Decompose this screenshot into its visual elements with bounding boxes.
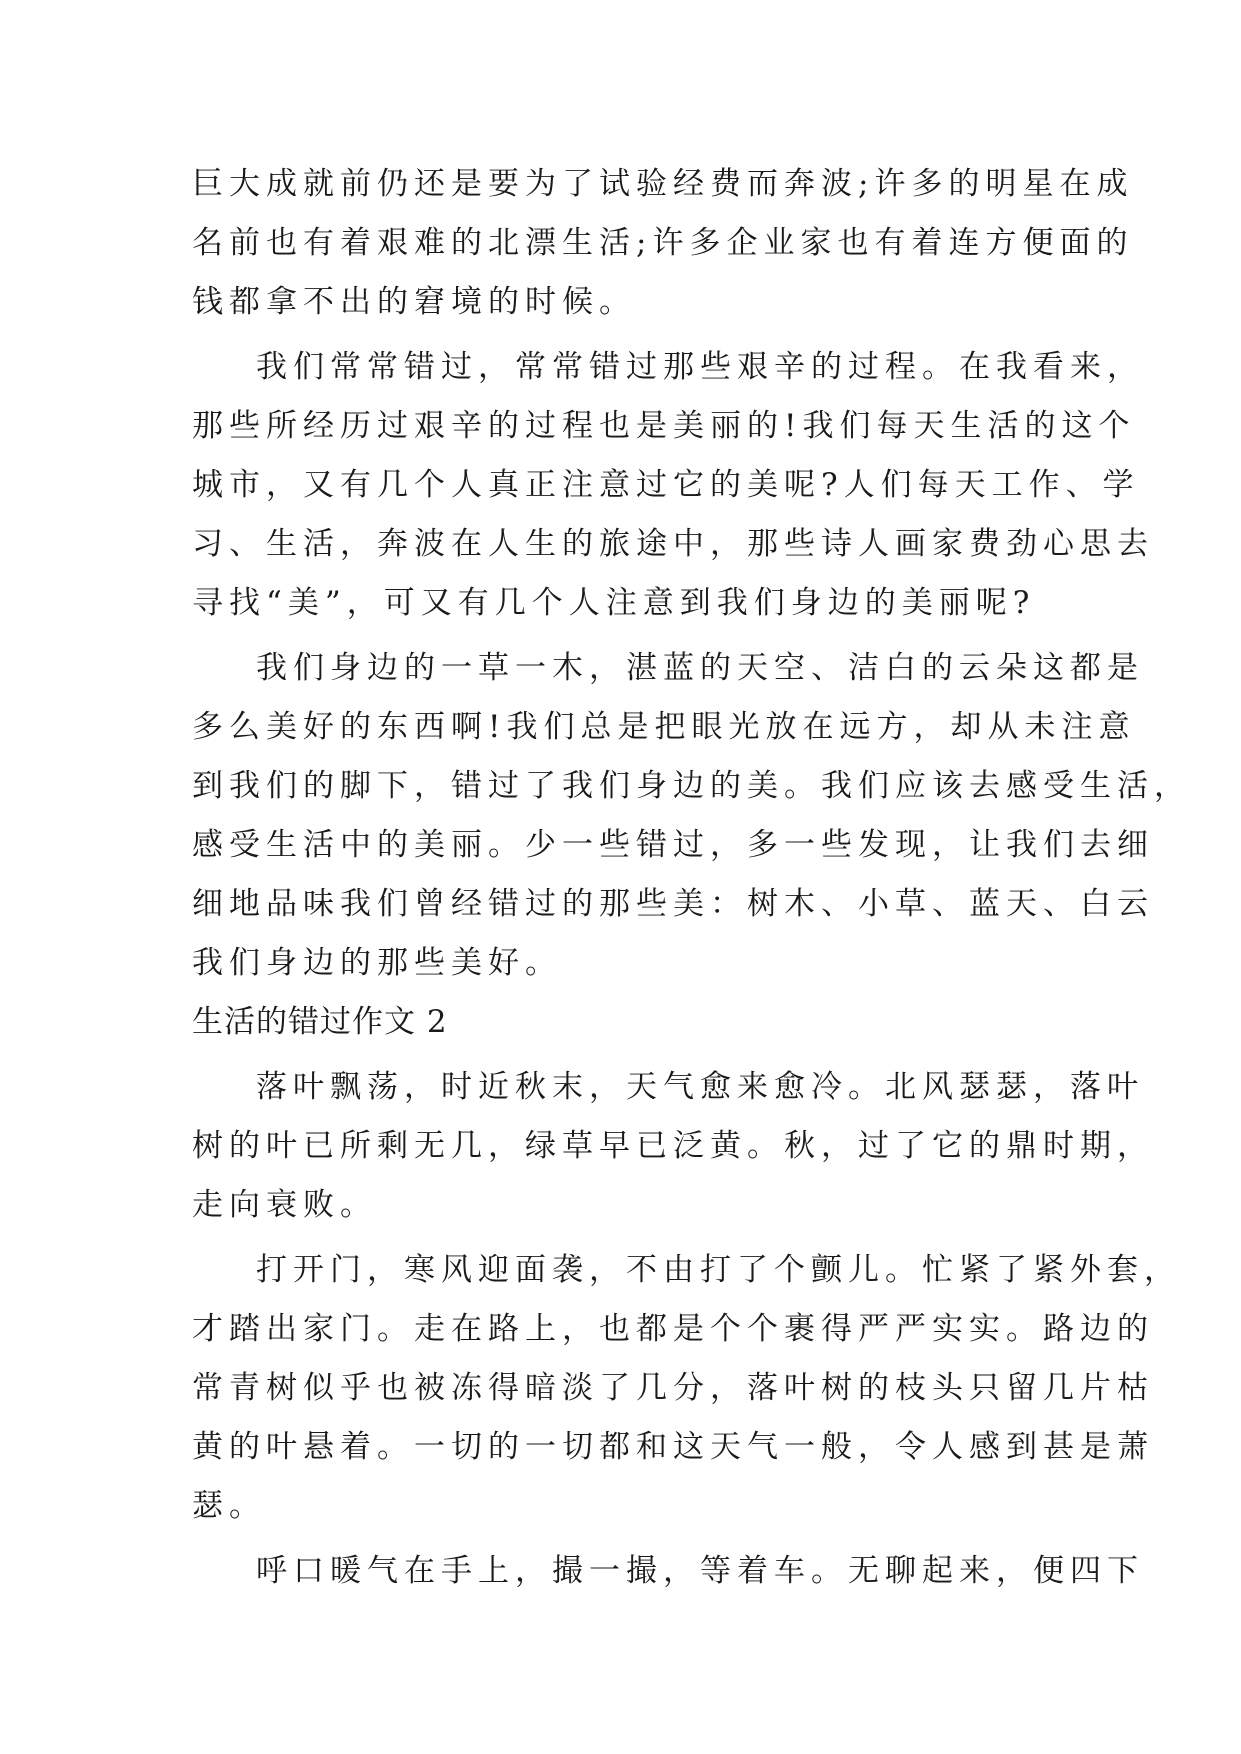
document-body <box>192 155 1191 1601</box>
paragraph-start-line: 我们身边的一草一木，湛蓝的天空、洁白的云朵这都是 <box>256 650 1144 686</box>
text-line: 巨大成就前仍还是要为了试验经费而奔波;许多的明星在成 <box>192 166 1134 202</box>
text-line: 到我们的脚下，错过了我们身边的美。我们应该去感受生活， <box>192 768 1191 804</box>
text-line: 常青树似乎也被冻得暗淡了几分，落叶树的枝头只留几片枯 <box>192 1370 1154 1406</box>
text-line: 寻找“美”，可又有几个人注意到我们身边的美丽呢? <box>192 585 1036 621</box>
paragraph-start-line: 呼口暖气在手上，撮一撮，等着车。无聊起来，便四下 <box>256 1553 1144 1589</box>
text-line: 才踏出家门。走在路上，也都是个个裹得严严实实。路边的 <box>192 1311 1154 1347</box>
section-heading: 生活的错过作文 2 <box>192 1004 448 1040</box>
text-line: 走向衰败。 <box>192 1187 377 1223</box>
text-line: 我们身边的那些美好。 <box>192 945 562 981</box>
text-line: 瑟。 <box>192 1488 266 1524</box>
text-line: 树的叶已所剩无几，绿草早已泛黄。秋，过了它的鼎时期， <box>192 1128 1154 1164</box>
paragraph-start-line: 落叶飘荡，时近秋末，天气愈来愈冷。北风瑟瑟，落叶 <box>256 1069 1144 1105</box>
paragraph-start-line: 打开门，寒风迎面袭，不由打了个颤儿。忙紧了紧外套， <box>256 1252 1181 1288</box>
text-line: 习、生活，奔波在人生的旅途中，那些诗人画家费劲心思去 <box>192 526 1154 562</box>
text-line: 钱都拿不出的窘境的时候。 <box>192 284 636 320</box>
text-line: 黄的叶悬着。一切的一切都和这天气一般，令人感到甚是萧 <box>192 1429 1154 1465</box>
text-line: 感受生活中的美丽。少一些错过，多一些发现，让我们去细 <box>192 827 1154 863</box>
text-line: 那些所经历过艰辛的过程也是美丽的!我们每天生活的这个 <box>192 408 1136 444</box>
paragraph-start-line: 我们常常错过，常常错过那些艰辛的过程。在我看来， <box>256 349 1144 385</box>
text-line: 城市，又有几个人真正注意过它的美呢?人们每天工作、学 <box>192 467 1140 503</box>
text-line: 名前也有着艰难的北漂生活;许多企业家也有着连方便面的 <box>192 225 1134 261</box>
text-line: 细地品味我们曾经错过的那些美：树木、小草、蓝天、白云 <box>192 886 1154 922</box>
text-line: 多么美好的东西啊!我们总是把眼光放在远方，却从未注意 <box>192 709 1136 745</box>
